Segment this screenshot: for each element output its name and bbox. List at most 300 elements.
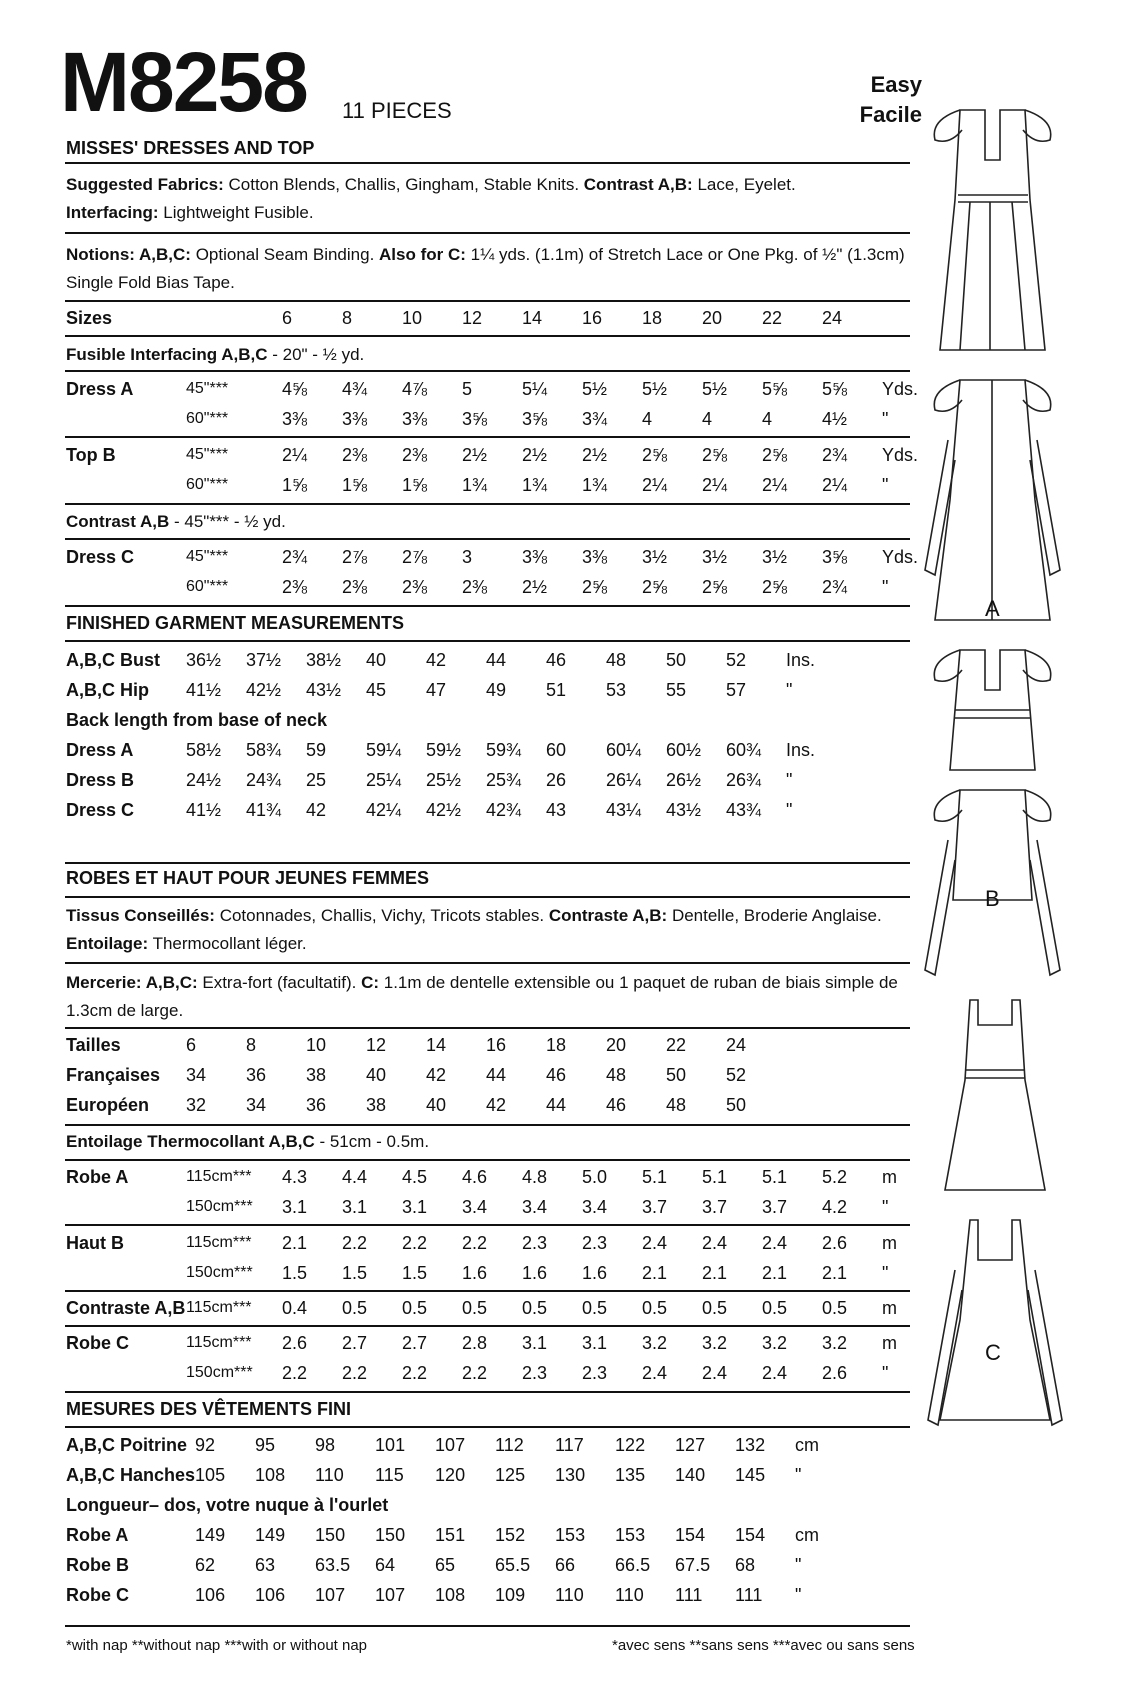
value-cell: 140 <box>675 1464 706 1485</box>
sizes-row <box>66 303 882 333</box>
value-cell: 108 <box>435 1584 466 1605</box>
table-row <box>66 440 922 470</box>
value-cell: 26 <box>546 769 567 790</box>
value-cell: 16 <box>486 1034 507 1055</box>
divider <box>65 896 910 898</box>
size-cell: 14 <box>522 307 543 328</box>
interfacing-line <box>66 203 314 223</box>
value-cell: 5½ <box>702 378 728 399</box>
value-cell: 36½ <box>186 649 222 670</box>
value-cell: 58½ <box>186 739 222 760</box>
contrast-ab-line <box>66 512 286 532</box>
value-cell: 43¼ <box>606 799 642 820</box>
table-row <box>66 1258 922 1288</box>
value-cell: 46 <box>546 649 567 670</box>
row-label: A,B,C Bust <box>66 649 160 670</box>
unit-cell: " <box>795 1584 802 1605</box>
haut-b-metrage <box>66 1228 922 1288</box>
value-cell: 42 <box>426 1064 447 1085</box>
value-cell: 2.3 <box>522 1232 548 1253</box>
value-cell: 111 <box>735 1584 763 1605</box>
value-cell: 3⅝ <box>462 408 488 429</box>
contrast-ab-text: - 45"*** - ½ yd. <box>169 512 286 531</box>
width-label: 115cm*** <box>186 1299 252 1316</box>
value-cell: 26¼ <box>606 769 642 790</box>
value-cell: 3½ <box>762 546 788 567</box>
table-row <box>66 1550 835 1580</box>
value-cell: 58¾ <box>246 739 282 760</box>
value-cell: 4 <box>702 408 713 429</box>
fusible-line <box>66 345 364 365</box>
unit-cell: " <box>882 576 889 597</box>
figure-label-c: C <box>985 1340 1001 1365</box>
unit-cell: Yds. <box>882 378 919 399</box>
value-cell: 46 <box>546 1064 567 1085</box>
difficulty-fr: Facile <box>859 102 922 127</box>
value-cell: 43½ <box>306 679 342 700</box>
value-cell: 92 <box>195 1434 216 1455</box>
row-label: A,B,C Hip <box>66 679 149 700</box>
value-cell: 1⅝ <box>402 474 428 495</box>
value-cell: 2.2 <box>402 1232 428 1253</box>
value-cell: 25¾ <box>486 769 522 790</box>
value-cell: 52 <box>726 649 747 670</box>
value-cell: 34 <box>186 1064 207 1085</box>
table-row <box>66 735 826 765</box>
value-cell: 1.6 <box>522 1262 548 1283</box>
value-cell: 3.4 <box>462 1196 488 1217</box>
value-cell: 150 <box>315 1524 346 1545</box>
divider <box>65 605 910 607</box>
value-cell: 42¼ <box>366 799 402 820</box>
value-cell: 48 <box>606 1064 627 1085</box>
value-cell: 59¼ <box>366 739 402 760</box>
value-cell: 2⅝ <box>702 576 728 597</box>
value-cell: 26¾ <box>726 769 762 790</box>
width-label: 115cm*** <box>186 1168 252 1185</box>
value-cell: 4⅝ <box>282 378 308 399</box>
value-cell: 40 <box>426 1094 447 1115</box>
sizes-label: Sizes <box>66 307 113 328</box>
value-cell: 45 <box>366 679 387 700</box>
width-label: 45"*** <box>186 548 229 565</box>
value-cell: 2¼ <box>762 474 788 495</box>
value-cell: 154 <box>735 1524 766 1545</box>
value-cell: 2⅜ <box>342 576 368 597</box>
sizes-table <box>66 303 882 333</box>
divider <box>65 962 910 964</box>
value-cell: 10 <box>306 1034 327 1055</box>
size-cell: 24 <box>822 307 843 328</box>
value-cell: 1.5 <box>282 1262 308 1283</box>
table-row <box>66 645 826 675</box>
fr-notions-text: Extra-fort (facultatif). <box>197 973 362 992</box>
fabrics-label: Suggested Fabrics: <box>66 175 224 194</box>
fabrics-text: Cotton Blends, Challis, Gingham, Stable Knits. <box>223 175 584 194</box>
value-cell: 2.8 <box>462 1332 488 1353</box>
value-cell: 2.7 <box>342 1332 368 1353</box>
width-label: 150cm*** <box>186 1198 253 1215</box>
value-cell: 2¼ <box>822 474 848 495</box>
fusible-label: Fusible Interfacing A,B,C <box>66 345 268 364</box>
value-cell: 3⅜ <box>282 408 308 429</box>
value-cell: 8 <box>246 1034 257 1055</box>
value-cell: 3.2 <box>822 1332 848 1353</box>
value-cell: 2⅝ <box>762 576 788 597</box>
unit-cell: Yds. <box>882 546 919 567</box>
value-cell: 3.2 <box>642 1332 668 1353</box>
table-row <box>66 1030 826 1060</box>
value-cell: 2.6 <box>822 1362 848 1383</box>
value-cell: 53 <box>606 679 627 700</box>
value-cell: 2⅝ <box>642 444 668 465</box>
robe-c-metrage <box>66 1328 922 1388</box>
value-cell: 1.5 <box>342 1262 368 1283</box>
value-cell: 64 <box>375 1554 396 1575</box>
table-row <box>66 1520 835 1550</box>
value-cell: 63.5 <box>315 1554 351 1575</box>
value-cell: 101 <box>375 1434 406 1455</box>
finished-title: FINISHED GARMENT MEASUREMENTS <box>66 613 405 633</box>
table-row <box>66 470 922 500</box>
value-cell: 150 <box>375 1524 406 1545</box>
table-row <box>66 1460 835 1490</box>
value-cell: 2⅝ <box>702 444 728 465</box>
divider <box>65 1159 910 1161</box>
value-cell: 3.2 <box>762 1332 788 1353</box>
width-label: 45"*** <box>186 380 229 397</box>
value-cell: 1⅝ <box>282 474 308 495</box>
value-cell: 110 <box>315 1464 344 1485</box>
value-cell: 2¾ <box>822 576 848 597</box>
value-cell: 4½ <box>822 408 848 429</box>
garment-illustrations <box>920 100 1070 1500</box>
contrast-ab-label: Contrast A,B <box>66 512 170 531</box>
value-cell: 2⅜ <box>462 576 488 597</box>
value-cell: 2.4 <box>642 1232 668 1253</box>
unit-cell: m <box>882 1232 897 1253</box>
value-cell: 122 <box>615 1434 646 1455</box>
value-cell: 153 <box>555 1524 586 1545</box>
contrast-text: Lace, Eyelet. <box>692 175 796 194</box>
value-cell: 151 <box>435 1524 466 1545</box>
row-label: Robe C <box>66 1584 129 1605</box>
row-label: A,B,C Hanches <box>66 1464 196 1485</box>
divider <box>65 1625 910 1627</box>
table-row <box>66 374 922 404</box>
divider <box>65 1290 910 1292</box>
size-cell: 10 <box>402 307 423 328</box>
value-cell: 5½ <box>582 378 608 399</box>
value-cell: 2⅜ <box>342 444 368 465</box>
value-cell: 4.6 <box>462 1166 488 1187</box>
size-cell: 18 <box>642 307 663 328</box>
width-label: 150cm*** <box>186 1364 253 1381</box>
width-label: 115cm*** <box>186 1334 252 1351</box>
french-title: ROBES ET HAUT POUR JEUNES FEMMES <box>66 868 430 888</box>
value-cell: 4.3 <box>282 1166 308 1187</box>
table-row <box>66 542 922 572</box>
value-cell: 41½ <box>186 799 222 820</box>
value-cell: 2.1 <box>762 1262 788 1283</box>
unit-cell: m <box>882 1332 897 1353</box>
value-cell: 44 <box>486 1064 507 1085</box>
value-cell: 5.1 <box>702 1166 728 1187</box>
value-cell: 34 <box>246 1094 267 1115</box>
row-label: Haut B <box>66 1232 124 1253</box>
pattern-number: M8258 <box>60 35 307 129</box>
notions-label: Notions: A,B,C: <box>66 245 191 264</box>
notions-c-text: 1¼ yds. (1.1m) of Stretch Lace or One Pkg. of ½" (1.3cm) <box>465 245 905 264</box>
value-cell: 4.5 <box>402 1166 428 1187</box>
entoilage-line <box>66 1132 429 1152</box>
value-cell: 107 <box>375 1584 406 1605</box>
value-cell: 48 <box>666 1094 687 1115</box>
value-cell: 36 <box>306 1094 327 1115</box>
value-cell: 0.5 <box>702 1297 728 1318</box>
value-cell: 62 <box>195 1554 216 1575</box>
width-label: 45"*** <box>186 446 229 463</box>
unit-cell: Ins. <box>786 649 816 670</box>
divider <box>65 1426 910 1428</box>
fusible-text: - 20" - ½ yd. <box>267 345 365 364</box>
table-row <box>66 1293 922 1323</box>
value-cell: 2½ <box>462 444 488 465</box>
difficulty <box>860 70 922 130</box>
value-cell: 2¼ <box>702 474 728 495</box>
value-cell: 2½ <box>522 576 548 597</box>
finished-measurements <box>66 645 826 825</box>
notions-line-2: Single Fold Bias Tape. <box>66 273 235 292</box>
width-label: 115cm*** <box>186 1234 252 1251</box>
value-cell: 37½ <box>246 649 282 670</box>
value-cell: 4.8 <box>522 1166 548 1187</box>
value-cell: 2.7 <box>402 1332 428 1353</box>
value-cell: 153 <box>615 1524 646 1545</box>
value-cell: 5.1 <box>642 1166 668 1187</box>
value-cell: 130 <box>555 1464 586 1485</box>
value-cell: 1⅝ <box>342 474 368 495</box>
value-cell: 42 <box>426 649 447 670</box>
value-cell: 2⅞ <box>402 546 428 567</box>
size-cell: 8 <box>342 307 353 328</box>
value-cell: 145 <box>735 1464 766 1485</box>
table-row <box>66 572 922 602</box>
divider <box>65 300 910 302</box>
value-cell: 18 <box>546 1034 567 1055</box>
unit-cell: " <box>882 1362 889 1383</box>
table-row <box>66 765 826 795</box>
divider <box>65 503 910 505</box>
table-row <box>66 1162 922 1192</box>
value-cell: 32 <box>186 1094 207 1115</box>
value-cell: 117 <box>555 1434 584 1455</box>
divider <box>65 538 910 540</box>
value-cell: 60¾ <box>726 739 762 760</box>
value-cell: 109 <box>495 1584 526 1605</box>
fr-interfacing-text: Thermocollant léger. <box>148 934 307 953</box>
value-cell: 3½ <box>642 546 668 567</box>
value-cell: 3⅜ <box>402 408 428 429</box>
fr-interfacing-line <box>66 934 307 954</box>
value-cell: 3.1 <box>522 1332 548 1353</box>
notions-c-label: Also for C: <box>379 245 466 264</box>
robe-a-metrage <box>66 1162 922 1222</box>
value-cell: 1¾ <box>582 474 608 495</box>
value-cell: 2⅞ <box>342 546 368 567</box>
value-cell: 3.4 <box>582 1196 608 1217</box>
value-cell: 5⅝ <box>822 378 848 399</box>
fabrics-line <box>66 175 796 195</box>
divider <box>65 162 910 164</box>
value-cell: 0.4 <box>282 1297 308 1318</box>
divider <box>65 1224 910 1226</box>
value-cell: 1¾ <box>522 474 548 495</box>
value-cell: 67.5 <box>675 1554 711 1575</box>
value-cell: 152 <box>495 1524 526 1545</box>
value-cell: 2⅜ <box>282 576 308 597</box>
value-cell: 40 <box>366 649 387 670</box>
notions-line <box>66 245 905 265</box>
value-cell: 132 <box>735 1434 766 1455</box>
value-cell: 105 <box>195 1464 226 1485</box>
value-cell: 3¾ <box>582 408 608 429</box>
value-cell: 2.6 <box>822 1232 848 1253</box>
divider <box>65 436 910 438</box>
value-cell: 2.4 <box>762 1232 788 1253</box>
value-cell: 51 <box>546 679 567 700</box>
value-cell: 120 <box>435 1464 466 1485</box>
value-cell: 5.0 <box>582 1166 608 1187</box>
mesures-table <box>66 1430 835 1610</box>
value-cell: 3.1 <box>342 1196 368 1217</box>
row-label: Dress C <box>66 546 135 567</box>
value-cell: 44 <box>486 649 507 670</box>
value-cell: 43½ <box>666 799 702 820</box>
value-cell: 48 <box>606 649 627 670</box>
value-cell: 57 <box>726 679 747 700</box>
value-cell: 26½ <box>666 769 702 790</box>
value-cell: 5.1 <box>762 1166 788 1187</box>
unit-cell: " <box>795 1464 802 1485</box>
value-cell: 4.4 <box>342 1166 368 1187</box>
value-cell: 3.1 <box>402 1196 428 1217</box>
size-cell: 12 <box>462 307 483 328</box>
dress-c-back-illustration <box>928 1220 1062 1425</box>
value-cell: 24¾ <box>246 769 282 790</box>
value-cell: 2.4 <box>702 1232 728 1253</box>
value-cell: 0.5 <box>642 1297 668 1318</box>
table-row <box>66 1090 826 1120</box>
value-cell: 3⅝ <box>822 546 848 567</box>
value-cell: 3½ <box>702 546 728 567</box>
value-cell: 2.3 <box>582 1232 608 1253</box>
value-cell: 0.5 <box>462 1297 488 1318</box>
value-cell: 112 <box>495 1434 524 1455</box>
value-cell: 50 <box>666 649 687 670</box>
value-cell: 6 <box>186 1034 197 1055</box>
value-cell: 38½ <box>306 649 342 670</box>
unit-cell: m <box>882 1166 897 1187</box>
divider <box>65 335 910 337</box>
row-label: Tailles <box>66 1034 121 1055</box>
size-cell: 20 <box>702 307 723 328</box>
value-cell: 0.5 <box>402 1297 428 1318</box>
value-cell: 106 <box>255 1584 286 1605</box>
value-cell: 3.7 <box>762 1196 788 1217</box>
value-cell: 55 <box>666 679 687 700</box>
value-cell: 3.1 <box>582 1332 608 1353</box>
pieces-count: 11 PIECES <box>342 98 452 123</box>
value-cell: 0.5 <box>762 1297 788 1318</box>
figure-label-a: A <box>985 596 1000 621</box>
value-cell: 63 <box>255 1554 276 1575</box>
value-cell: 2.4 <box>702 1362 728 1383</box>
entoilage-label: Entoilage Thermocollant A,B,C <box>66 1132 315 1151</box>
unit-cell: cm <box>795 1434 820 1455</box>
value-cell: 60 <box>546 739 567 760</box>
value-cell: 52 <box>726 1064 747 1085</box>
value-cell: 2¼ <box>282 444 308 465</box>
value-cell: 107 <box>315 1584 346 1605</box>
value-cell: 43¾ <box>726 799 762 820</box>
value-cell: 135 <box>615 1464 646 1485</box>
table-row <box>66 1328 922 1358</box>
row-label: Longueur– dos, votre nuque à l'ourlet <box>66 1494 389 1515</box>
top-b-yardage <box>66 440 922 500</box>
value-cell: 38 <box>306 1064 327 1085</box>
value-cell: 24 <box>726 1034 747 1055</box>
value-cell: 42¾ <box>486 799 522 820</box>
value-cell: 50 <box>666 1064 687 1085</box>
value-cell: 65.5 <box>495 1554 531 1575</box>
value-cell: 46 <box>606 1094 627 1115</box>
unit-cell: Ins. <box>786 739 816 760</box>
nap-legend-en: *with nap **without nap ***with or without nap <box>66 1637 368 1654</box>
dress-c-front-illustration <box>945 1000 1045 1190</box>
value-cell: 2¼ <box>642 474 668 495</box>
value-cell: 60¼ <box>606 739 642 760</box>
value-cell: 2.2 <box>342 1362 368 1383</box>
value-cell: 3.4 <box>522 1196 548 1217</box>
divider <box>65 370 910 372</box>
value-cell: 60½ <box>666 739 702 760</box>
top-b-front-illustration <box>934 650 1050 770</box>
divider <box>65 1325 910 1327</box>
value-cell: 2½ <box>582 444 608 465</box>
top-b-back-illustration <box>925 790 1060 975</box>
table-row <box>66 1060 826 1090</box>
value-cell: 4 <box>642 408 653 429</box>
value-cell: 5 <box>462 378 473 399</box>
value-cell: 3⅜ <box>582 546 608 567</box>
value-cell: 1¾ <box>462 474 488 495</box>
value-cell: 2⅜ <box>402 444 428 465</box>
contraste-metrage <box>66 1293 922 1323</box>
divider <box>65 862 910 864</box>
value-cell: 5.2 <box>822 1166 848 1187</box>
table-row <box>66 1192 922 1222</box>
fr-contrast-label: Contraste A,B: <box>548 906 668 925</box>
fr-notions-line-2: 1.3cm de large. <box>66 1001 184 1020</box>
value-cell: 22 <box>666 1034 687 1055</box>
value-cell: 108 <box>255 1464 286 1485</box>
value-cell: 2.2 <box>282 1362 308 1383</box>
unit-cell: cm <box>795 1524 820 1545</box>
dress-a-yardage <box>66 374 922 434</box>
table-row <box>66 1358 922 1388</box>
table-row <box>66 404 922 434</box>
